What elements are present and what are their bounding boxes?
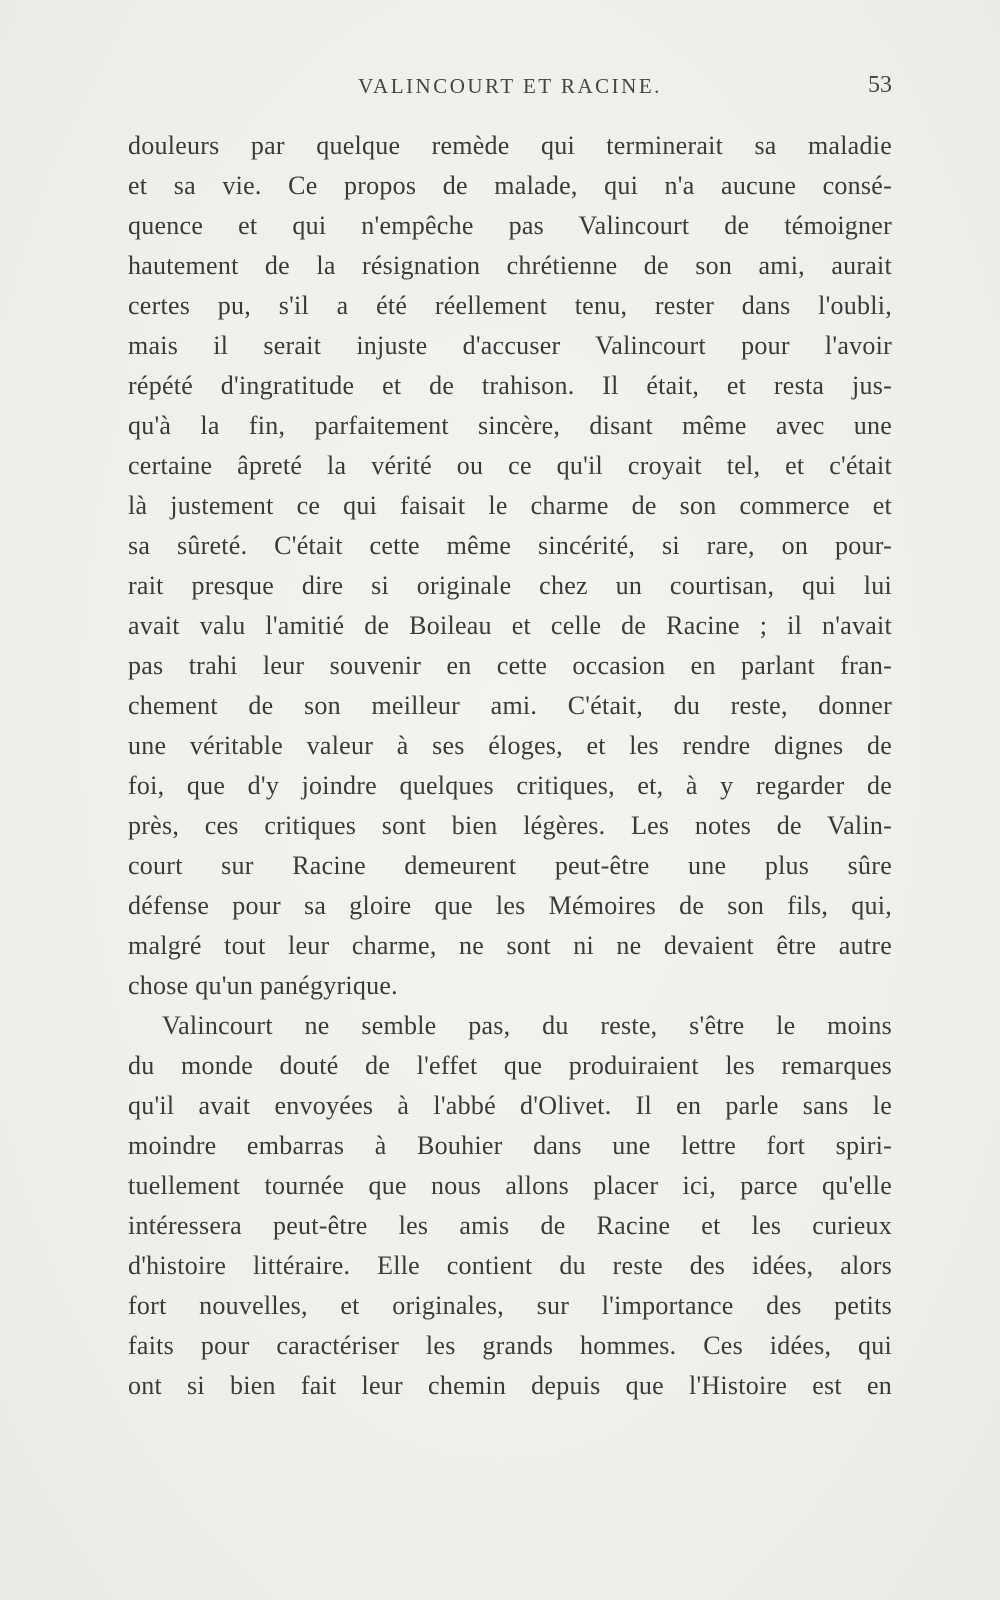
text-line: douleurs par quelque remède qui terminerait sa maladie: [128, 131, 892, 160]
text-line: avait valu l'amitié de Boileau et celle de Racine ; il n'avait: [128, 611, 892, 640]
running-title: VALINCOURT ET RACINE.: [358, 74, 662, 98]
text-line: certes pu, s'il a été réellement tenu, rester dans l'oubli,: [128, 291, 892, 320]
text-line: qu'il avait envoyées à l'abbé d'Olivet. Il en parle sans le: [128, 1091, 892, 1120]
page-number: 53: [868, 72, 892, 98]
running-head: [128, 74, 892, 108]
paragraph-1: [128, 126, 892, 1006]
text-line: chose qu'un panégyrique.: [128, 971, 398, 1000]
text-line: rait presque dire si originale chez un courtisan, qui lui: [128, 571, 892, 600]
paragraph-2: [128, 1006, 892, 1406]
text-line: du monde douté de l'effet que produiraient les remarques: [128, 1051, 892, 1080]
text-line: qu'à la fin, parfaitement sincère, disant même avec une: [128, 411, 892, 440]
text-line: sa sûreté. C'était cette même sincérité, si rare, on pour-: [128, 531, 892, 560]
text-line: fort nouvelles, et originales, sur l'importance des petits: [128, 1291, 892, 1320]
text-line: chement de son meilleur ami. C'était, du reste, donner: [128, 691, 892, 720]
body-text: [128, 126, 892, 1406]
text-line: tuellement tournée que nous allons placer ici, parce qu'elle: [128, 1171, 892, 1200]
text-line: certaine âpreté la vérité ou ce qu'il croyait tel, et c'était: [128, 451, 892, 480]
text-line: une véritable valeur à ses éloges, et les rendre dignes de: [128, 731, 892, 760]
text-line: moindre embarras à Bouhier dans une lettre fort spiri-: [128, 1131, 892, 1160]
text-line: malgré tout leur charme, ne sont ni ne devaient être autre: [128, 931, 892, 960]
text-line: ont si bien fait leur chemin depuis que l'Histoire est en: [128, 1371, 892, 1400]
text-line: foi, que d'y joindre quelques critiques, et, à y regarder de: [128, 771, 892, 800]
text-line: faits pour caractériser les grands hommes. Ces idées, qui: [128, 1331, 892, 1360]
text-line: d'histoire littéraire. Elle contient du reste des idées, alors: [128, 1251, 892, 1280]
text-line: Valincourt ne semble pas, du reste, s'être le moins: [162, 1011, 892, 1040]
text-line: et sa vie. Ce propos de malade, qui n'a aucune consé-: [128, 171, 892, 200]
text-line: intéressera peut-être les amis de Racine et les curieux: [128, 1211, 892, 1240]
text-line: mais il serait injuste d'accuser Valincourt pour l'avoir: [128, 331, 892, 360]
text-line: hautement de la résignation chrétienne de son ami, aurait: [128, 251, 892, 280]
text-line: répété d'ingratitude et de trahison. Il était, et resta jus-: [128, 371, 892, 400]
text-line: pas trahi leur souvenir en cette occasion en parlant fran-: [128, 651, 892, 680]
text-line: là justement ce qui faisait le charme de son commerce et: [128, 491, 892, 520]
text-line: défense pour sa gloire que les Mémoires de son fils, qui,: [128, 891, 892, 920]
text-line: court sur Racine demeurent peut-être une plus sûre: [128, 851, 892, 880]
text-line: quence et qui n'empêche pas Valincourt de témoigner: [128, 211, 892, 240]
text-line: près, ces critiques sont bien légères. Les notes de Valin-: [128, 811, 892, 840]
